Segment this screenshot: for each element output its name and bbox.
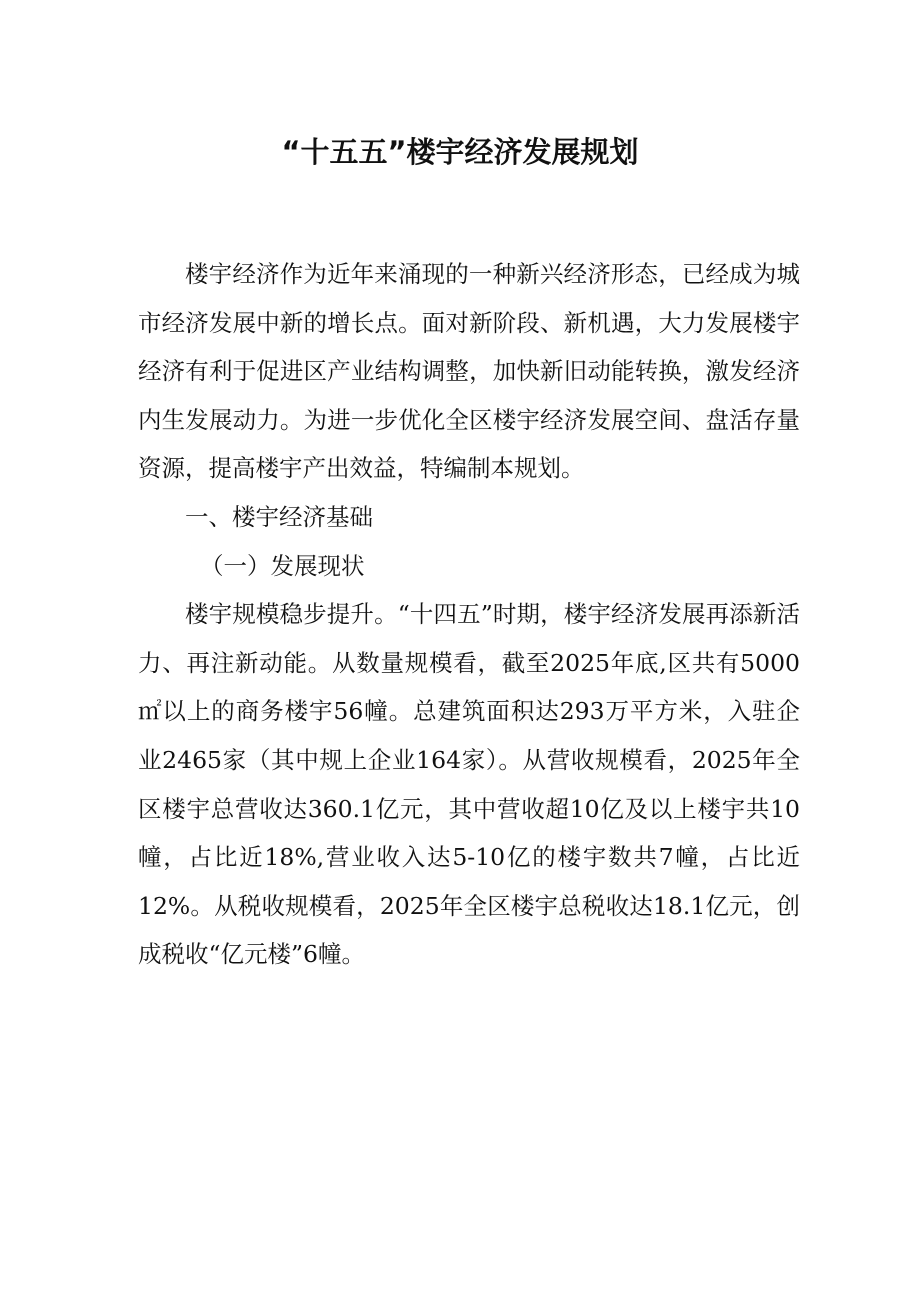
document-body <box>138 250 800 979</box>
subsection-heading: （一）发展现状 <box>200 551 365 580</box>
section-heading: 一、楼宇经济基础 <box>185 502 373 531</box>
status-paragraph: 楼宇规模稳步提升。“十四五”时期，楼宇经济发展再添新活力、再注新动能。从数量规模看，截至2025年底,区共有5000㎡以上的商务楼宇56幢。总建筑面积达293万平方米，入驻企业2465家（其中规上企业164家）。从营收规模看，2025年全区楼宇总营收达360.1亿元，其中营收超10亿及以上楼宇共10幢，占比近18%,营业收入达5-10亿的楼宇数共7幢，占比近12%。从税收规模看，2025年全区楼宇总税收达18.1亿元，创成税收“亿元楼”6幢。 <box>138 600 800 969</box>
intro-paragraph: 楼宇经济作为近年来涌现的一种新兴经济形态，已经成为城市经济发展中新的增长点。面对新阶段、新机遇，大力发展楼宇经济有利于促进区产业结构调整，加快新旧动能转换，激发经济内生发展动力。为进一步优化全区楼宇经济发展空间、盘活存量资源，提高楼宇产出效益，特编制本规划。 <box>138 260 800 483</box>
document-title: “十五五”楼宇经济发展规划 <box>281 135 639 169</box>
